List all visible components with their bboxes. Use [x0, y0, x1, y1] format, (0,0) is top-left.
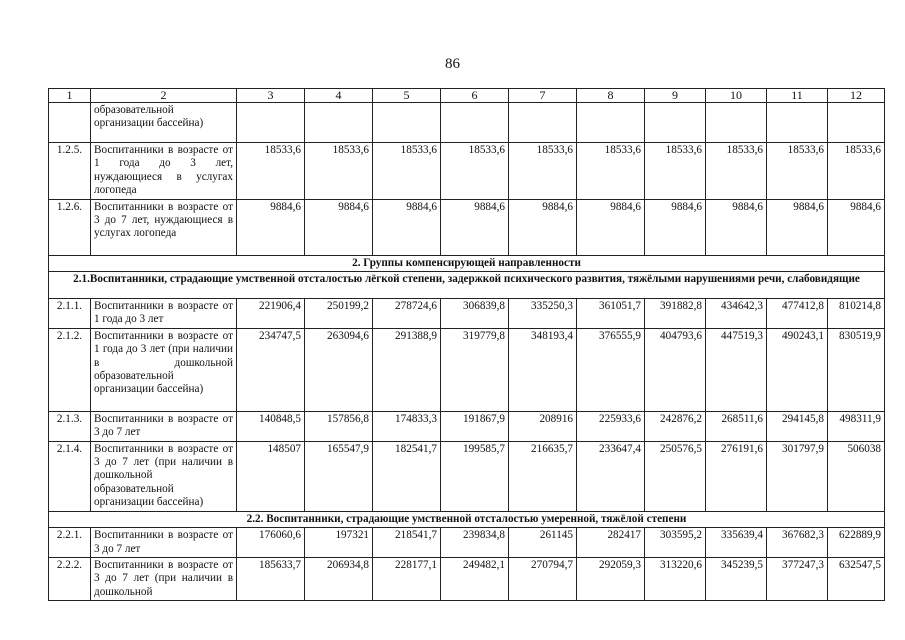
- value-cell: 228177,1: [373, 557, 441, 600]
- value-cell: 216635,7: [509, 441, 577, 511]
- tariff-table: [48, 88, 885, 601]
- value-cell: 234747,5: [237, 328, 305, 411]
- row-description: Воспитанники в возрасте от 1 года до 3 лет: [91, 299, 237, 329]
- value-cell: 376555,9: [577, 328, 645, 411]
- value-cell: 140848,5: [237, 411, 305, 441]
- value-cell: 9884,6: [509, 199, 577, 255]
- value-cell: 348193,4: [509, 328, 577, 411]
- value-cell: 276191,6: [706, 441, 767, 511]
- row-code: 2.1.2.: [49, 328, 91, 411]
- value-cell: 301797,9: [767, 441, 828, 511]
- row-description: Воспитанники в возрасте от 3 до 7 лет (при наличии в дошкольной: [91, 557, 237, 600]
- section-heading: 2. Группы компенсирующей направленности: [49, 255, 885, 271]
- table-row: [49, 328, 885, 411]
- table-row: [49, 299, 885, 329]
- value-cell: 447519,3: [706, 328, 767, 411]
- value-cell: 268511,6: [706, 411, 767, 441]
- value-cell: 18533,6: [645, 143, 706, 200]
- subsection-heading-row: [49, 272, 885, 299]
- value-cell: 206934,8: [305, 557, 373, 600]
- section-heading-row: [49, 255, 885, 271]
- value-cell: 261145: [509, 528, 577, 558]
- value-cell: 9884,6: [706, 199, 767, 255]
- value-cell: 208916: [509, 411, 577, 441]
- subsection-heading: 2.2. Воспитанники, страдающие умственной отсталостью умеренной, тяжёлой степени: [49, 511, 885, 527]
- value-cell: 377247,3: [767, 557, 828, 600]
- header-cell: 8: [577, 89, 645, 103]
- header-cell: 2: [91, 89, 237, 103]
- row-description: Воспитанники в возрасте от 1 года до 3 лет (при наличии в дошкольной образовательной организации бассейна): [91, 328, 237, 411]
- value-cell: 498311,9: [828, 411, 885, 441]
- page-number: 86: [445, 56, 460, 72]
- value-cell: 632547,5: [828, 557, 885, 600]
- row-code: 2.1.1.: [49, 299, 91, 329]
- header-cell: 4: [305, 89, 373, 103]
- value-cell: 18533,6: [767, 143, 828, 200]
- value-cell: 306839,8: [441, 299, 509, 329]
- value-cell: 18533,6: [373, 143, 441, 200]
- table-row: [49, 528, 885, 558]
- row-description: образовательной организации бассейна): [91, 103, 237, 143]
- value-cell: 9884,6: [645, 199, 706, 255]
- header-cell: 10: [706, 89, 767, 103]
- row-code: 2.2.1.: [49, 528, 91, 558]
- header-cell: 5: [373, 89, 441, 103]
- row-code: 2.1.4.: [49, 441, 91, 511]
- value-cell: 622889,9: [828, 528, 885, 558]
- header-cell: 1: [49, 89, 91, 103]
- value-cell: 9884,6: [441, 199, 509, 255]
- row-description: Воспитанники в возрасте от 3 до 7 лет: [91, 528, 237, 558]
- value-cell: 335250,3: [509, 299, 577, 329]
- row-code: [49, 103, 91, 143]
- value-cell: 404793,6: [645, 328, 706, 411]
- value-cell: 185633,7: [237, 557, 305, 600]
- continuation-row: [49, 103, 885, 143]
- value-cell: 291388,9: [373, 328, 441, 411]
- row-description: Воспитанники в возрасте от 3 до 7 лет, нуждающиеся в услугах логопеда: [91, 199, 237, 255]
- value-cell: 9884,6: [767, 199, 828, 255]
- value-cell: 218541,7: [373, 528, 441, 558]
- value-cell: 9884,6: [305, 199, 373, 255]
- value-cell: 319779,8: [441, 328, 509, 411]
- value-cell: 239834,8: [441, 528, 509, 558]
- value-cell: 176060,6: [237, 528, 305, 558]
- value-cell: 9884,6: [577, 199, 645, 255]
- value-cell: 270794,7: [509, 557, 577, 600]
- value-cell: 174833,3: [373, 411, 441, 441]
- value-cell: 197321: [305, 528, 373, 558]
- table-row: [49, 411, 885, 441]
- value-cell: 361051,7: [577, 299, 645, 329]
- value-cell: 303595,2: [645, 528, 706, 558]
- value-cell: 18533,6: [509, 143, 577, 200]
- value-cell: 191867,9: [441, 411, 509, 441]
- value-cell: 294145,8: [767, 411, 828, 441]
- value-cell: 233647,4: [577, 441, 645, 511]
- value-cell: 18533,6: [577, 143, 645, 200]
- value-cell: 242876,2: [645, 411, 706, 441]
- row-description: Воспитанники в возрасте от 1 года до 3 лет, нуждающиеся в услугах логопеда: [91, 143, 237, 200]
- row-code: 2.2.2.: [49, 557, 91, 600]
- header-cell: 9: [645, 89, 706, 103]
- row-code: 2.1.3.: [49, 411, 91, 441]
- table-row: [49, 199, 885, 255]
- subsection-heading: 2.1.Воспитанники, страдающие умственной отсталостью лёгкой степени, задержкой психического развития, тяжёлыми нарушениями речи, слабовидящие: [49, 272, 885, 299]
- value-cell: 313220,6: [645, 557, 706, 600]
- value-cell: 9884,6: [828, 199, 885, 255]
- header-cell: 3: [237, 89, 305, 103]
- row-description: Воспитанники в возрасте от 3 до 7 лет: [91, 411, 237, 441]
- value-cell: 148507: [237, 441, 305, 511]
- header-cell: 6: [441, 89, 509, 103]
- value-cell: 250576,5: [645, 441, 706, 511]
- value-cell: 9884,6: [237, 199, 305, 255]
- value-cell: 250199,2: [305, 299, 373, 329]
- value-cell: 282417: [577, 528, 645, 558]
- value-cell: 367682,3: [767, 528, 828, 558]
- value-cell: 225933,6: [577, 411, 645, 441]
- value-cell: 18533,6: [828, 143, 885, 200]
- value-cell: 345239,5: [706, 557, 767, 600]
- value-cell: 165547,9: [305, 441, 373, 511]
- table-row: [49, 143, 885, 200]
- value-cell: 335639,4: [706, 528, 767, 558]
- value-cell: 157856,8: [305, 411, 373, 441]
- value-cell: 477412,8: [767, 299, 828, 329]
- value-cell: 506038: [828, 441, 885, 511]
- subsection-heading-row: [49, 511, 885, 527]
- table-body: [49, 89, 885, 601]
- value-cell: 391882,8: [645, 299, 706, 329]
- table-row: [49, 557, 885, 600]
- value-cell: 18533,6: [237, 143, 305, 200]
- value-cell: 18533,6: [441, 143, 509, 200]
- value-cell: 199585,7: [441, 441, 509, 511]
- value-cell: 182541,7: [373, 441, 441, 511]
- header-row: [49, 89, 885, 103]
- value-cell: 490243,1: [767, 328, 828, 411]
- value-cell: 249482,1: [441, 557, 509, 600]
- value-cell: 263094,6: [305, 328, 373, 411]
- value-cell: 221906,4: [237, 299, 305, 329]
- row-code: 1.2.6.: [49, 199, 91, 255]
- value-cell: 18533,6: [706, 143, 767, 200]
- value-cell: 830519,9: [828, 328, 885, 411]
- row-code: 1.2.5.: [49, 143, 91, 200]
- row-description: Воспитанники в возрасте от 3 до 7 лет (при наличии в дошкольной образовательной организации бассейна): [91, 441, 237, 511]
- table-row: [49, 441, 885, 511]
- value-cell: 18533,6: [305, 143, 373, 200]
- value-cell: 278724,6: [373, 299, 441, 329]
- header-cell: 12: [828, 89, 885, 103]
- value-cell: 292059,3: [577, 557, 645, 600]
- value-cell: 434642,3: [706, 299, 767, 329]
- header-cell: 7: [509, 89, 577, 103]
- value-cell: 810214,8: [828, 299, 885, 329]
- header-cell: 11: [767, 89, 828, 103]
- value-cell: 9884,6: [373, 199, 441, 255]
